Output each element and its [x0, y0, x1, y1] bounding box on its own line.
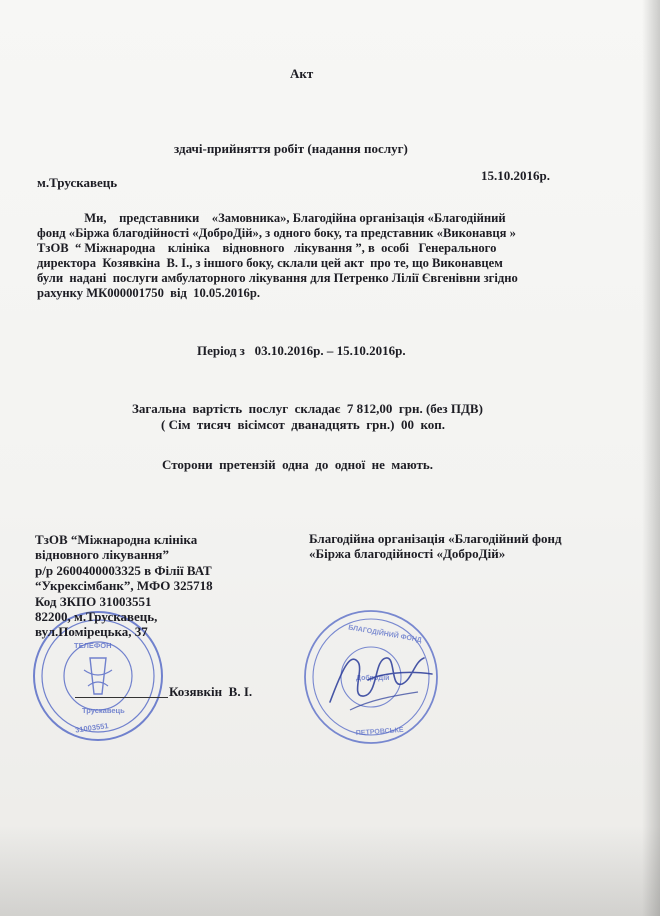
executor-line: р/р 2600400003325 в Філії ВАТ	[35, 562, 212, 578]
executor-line: ТзОВ “Міжнародна клініка	[35, 532, 198, 547]
paragraph-line: ТзОВ “ Міжнародна клініка відновного лікування ”, в особі Генерального	[37, 241, 497, 255]
executor-line: відновного лікування”	[35, 547, 169, 563]
document-city: м.Трускавець	[37, 175, 118, 190]
paragraph-line: Ми, представники «Замовника», Благодійна організація «Благодійний	[37, 211, 506, 225]
executor-line: вул.Помірецька, 37	[35, 624, 148, 640]
svg-text:Трускавець: Трускавець	[82, 706, 125, 715]
customer-line: «Біржа благодійності «ДоброДій»	[309, 546, 506, 562]
total-amount-line: Загальна вартість послуг складає 7 812,00 грн. (без ПДВ)	[132, 401, 483, 416]
executor-line: Код ЗКПО 31003551	[35, 593, 152, 609]
paragraph-line: директора Козявкіна В. І., з іншого боку, склали цей акт про те, що Виконавцем	[37, 256, 503, 270]
paragraph-line: були надані послуги амбулаторного лікування для Петренко Лілії Євгенівни згідно	[37, 271, 518, 285]
no-claims-line: Сторони претензій одна до одної не мають.	[162, 457, 433, 472]
customer-line: Благодійна організація «Благодійний фонд	[309, 531, 562, 546]
svg-text:БЛАГОДІЙНИЙ ФОНД: БЛАГОДІЙНИЙ ФОНД	[347, 624, 423, 645]
document-subtitle: здачі-прийняття робіт (надання послуг)	[174, 141, 408, 156]
executor-signer-name: Козявкін В. І.	[169, 684, 253, 699]
handwritten-signature-icon	[320, 640, 440, 720]
document-title: Акт	[290, 66, 314, 81]
executor-line: 82200, м.Трускавець,	[35, 609, 158, 625]
period-line: Період з 03.10.2016р. – 15.10.2016р.	[197, 343, 406, 358]
scan-bottom-shadow	[0, 826, 660, 916]
executor-requisites	[35, 532, 213, 640]
svg-text:ДоброДій: ДоброДій	[356, 675, 390, 682]
document-date: 15.10.2016р.	[481, 168, 550, 183]
executor-line: “Укрексімбанк”, МФО 325718	[35, 578, 213, 594]
paragraph-line: фонд «Біржа благодійності «ДоброДій», з одного боку, та представник «Виконавця »	[37, 226, 516, 240]
svg-text:ТЕЛЕФОН: ТЕЛЕФОН	[74, 641, 112, 650]
paragraph-line: рахунку МК000001750 від 10.05.2016р.	[37, 286, 260, 300]
total-amount-words: ( Сім тисяч вісімсот дванадцять грн.) 00 коп.	[161, 417, 446, 432]
customer-requisites	[309, 531, 562, 562]
signature-line	[75, 697, 168, 698]
svg-text:ПЕТРОВСЬКЕ: ПЕТРОВСЬКЕ	[355, 726, 404, 738]
scan-edge-shadow	[642, 0, 660, 916]
main-paragraph	[37, 211, 577, 301]
svg-text:31003551: 31003551	[74, 721, 109, 735]
